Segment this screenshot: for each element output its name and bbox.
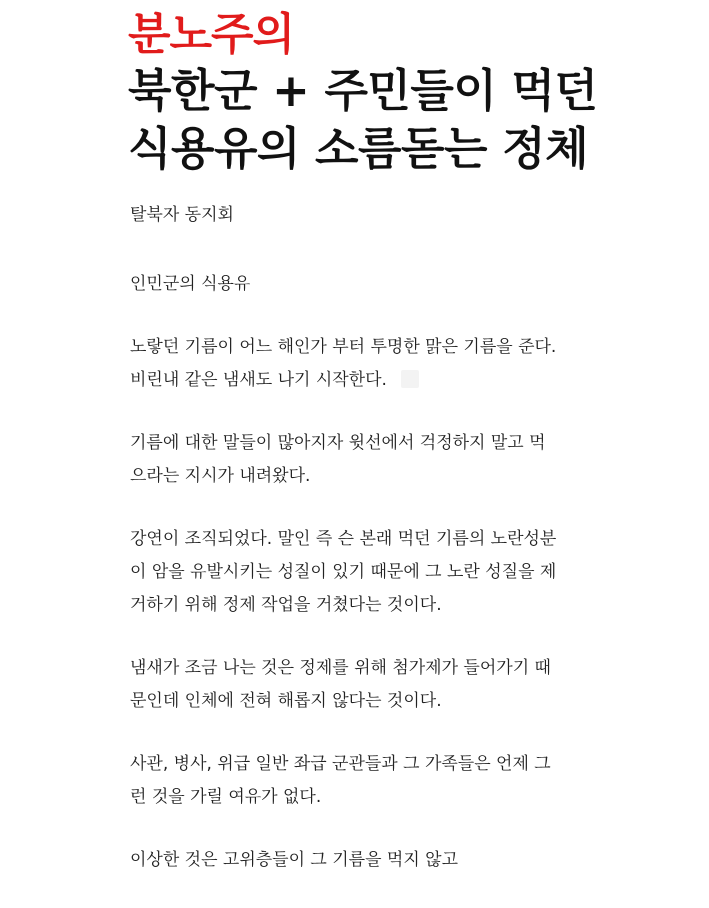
paragraph: [130, 427, 690, 493]
paragraph-line: 인민군의 식용유: [130, 274, 251, 294]
paragraph: [130, 652, 690, 718]
headline-title-line-2: 식용유의 소름돋는 정체: [128, 122, 589, 175]
paragraph: [130, 523, 690, 622]
paragraph-line: 문인데 인체에 전혀 해롭지 않다는 것이다.: [130, 691, 442, 711]
paragraph-line: 기름에 대한 말들이 많아지자 윗선에서 걱정하지 말고 먹: [130, 433, 546, 453]
headline-tag: 분노주의: [128, 9, 295, 60]
byline: 탈북자 동지회: [130, 205, 234, 225]
light-mark: [401, 370, 419, 388]
paragraph-line: 이 암을 유발시키는 성질이 있기 때문에 그 노란 성질을 제: [130, 562, 557, 582]
paragraph-line-with-mark: [130, 364, 690, 397]
paragraph-line: 사관, 병사, 위급 일반 좌급 군관들과 그 가족들은 언제 그: [130, 754, 551, 774]
paragraph-line: 노랗던 기름이 어느 해인가 부터 투명한 맑은 기름을 준다.: [130, 337, 557, 357]
paragraph-subtitle: [130, 268, 690, 301]
paragraph-line: 강연이 조직되었다. 말인 즉 슨 본래 먹던 기름의 노란성분: [130, 529, 557, 549]
paragraph: [130, 748, 690, 814]
paragraph-line: 이상한 것은 고위층들이 그 기름을 먹지 않고: [130, 850, 459, 870]
paragraph-line: 비린내 같은 냄새도 나기 시작한다.: [130, 370, 387, 390]
paragraph: [130, 331, 690, 397]
paragraph-line: 으라는 지시가 내려왔다.: [130, 466, 311, 486]
paragraph-line: 런 것을 가릴 여유가 없다.: [130, 787, 322, 807]
article-body: [130, 268, 690, 907]
paragraph-line: 냄새가 조금 나는 것은 정제를 위해 첨가제가 들어가기 때: [130, 658, 551, 678]
headline-title-line-1: 북한군 + 주민들이 먹던: [128, 64, 598, 117]
paragraph-line: 거하기 위해 정제 작업을 거쳤다는 것이다.: [130, 595, 442, 615]
paragraph: [130, 844, 690, 877]
headline-block: [128, 8, 698, 178]
